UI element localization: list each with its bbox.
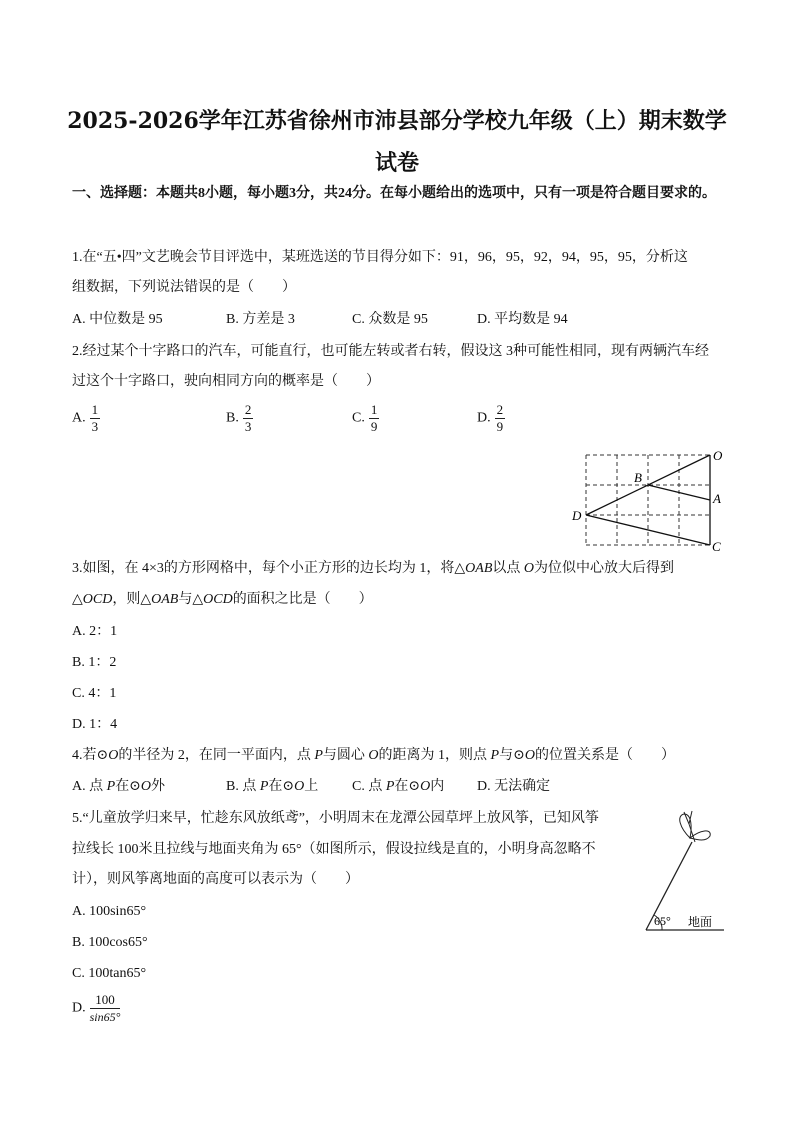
q4-option-b[interactable]: B. 点 P在⊙O上 bbox=[226, 779, 319, 794]
q1-option-b[interactable]: B. 方差是 3 bbox=[226, 312, 295, 327]
q2-option-b[interactable]: B. $\frac{2}{3}$ bbox=[226, 402, 252, 434]
q5-kite-figure bbox=[640, 808, 740, 938]
point-b-label: B bbox=[634, 470, 642, 485]
q2-option-a[interactable]: A. $\frac{1}{3}$ bbox=[72, 402, 99, 434]
butterfly-kite-icon bbox=[680, 811, 710, 842]
q3-stem-line1: 3.如图，在 4×3的方形网格中，每个小正方形的边长均为 1，将△OAB以点 O为位似中心放大后得到 bbox=[72, 561, 675, 576]
q4-option-d[interactable]: D. 无法确定 bbox=[477, 779, 551, 794]
q3-option-d[interactable]: D. 1：4 bbox=[72, 717, 118, 732]
point-d-label: D bbox=[572, 508, 582, 523]
q3-option-b[interactable]: B. 1：2 bbox=[72, 655, 117, 670]
q3-option-c[interactable]: C. 4：1 bbox=[72, 686, 117, 701]
q2-stem-line1: 2.经过某个十字路口的汽车，可能直行，也可能左转或者右转，假设这 3种可能性相同，现有两辆汽车经 bbox=[72, 344, 709, 359]
q3-option-a[interactable]: A. 2：1 bbox=[72, 624, 118, 639]
q1-stem-line1: 1.在“五•四”文艺晚会节目评选中，某班选送的节目得分如下：91，96，95，92，94，95，95，分析这 bbox=[72, 250, 688, 265]
q4-stem: 4.若⊙O的半径为 2，在同一平面内，点 P与圆心 O的距离为 1，则点 P与⊙O的位置关系是（ ） bbox=[72, 748, 675, 763]
q1-stem-line2: 组数据，下列说法错误的是（ ） bbox=[72, 280, 296, 295]
q5-stem-line1: 5.“儿童放学归来早，忙趁东风放纸鸢”，小明周末在龙潭公园草坪上放风筝，已知风筝 bbox=[72, 811, 599, 826]
q2-stem-line2: 过这个十字路口，驶向相同方向的概率是（ ） bbox=[72, 374, 380, 389]
q5-option-a[interactable]: A. 100sin65° bbox=[72, 904, 147, 919]
page-title: 2025-2026学年江苏省徐州市沛县部分学校九年级（上）期末数学试卷 bbox=[67, 108, 727, 176]
q1-option-d[interactable]: D. 平均数是 94 bbox=[477, 312, 568, 327]
q2-option-d[interactable]: D. $\frac{2}{9}$ bbox=[477, 402, 504, 434]
q1-option-c[interactable]: C. 众数是 95 bbox=[352, 312, 428, 327]
point-c-label: C bbox=[712, 539, 721, 553]
q5-stem-line3: 计），则风筝离地面的高度可以表示为（ ） bbox=[72, 872, 359, 887]
ground-label: 地面 bbox=[688, 915, 713, 929]
point-o-label: O bbox=[713, 448, 723, 463]
q5-option-c[interactable]: C. 100tan65° bbox=[72, 966, 147, 981]
q5-option-d[interactable]: D. $\frac{100}{\sin 65^\circ}$ bbox=[72, 992, 121, 1024]
q5-option-b[interactable]: B. 100cos65° bbox=[72, 935, 148, 950]
q4-option-c[interactable]: C. 点 P在⊙O内 bbox=[352, 779, 445, 794]
q3-grid-figure bbox=[566, 445, 728, 553]
q1-option-a[interactable]: A. 中位数是 95 bbox=[72, 312, 163, 327]
q2-option-c[interactable]: C. $\frac{1}{9}$ bbox=[352, 402, 378, 434]
point-a-label: A bbox=[713, 491, 721, 506]
q5-stem-line2: 拉线长 100米且拉线与地面夹角为 65°（如图所示，假设拉线是直的，小明身高忽略不 bbox=[72, 842, 596, 857]
angle-label: 65° bbox=[654, 914, 671, 928]
section-heading: 一、选择题：本题共8小题，每小题3分，共24分。在每小题给出的选项中，只有一项是符合题目要求的。 bbox=[72, 186, 716, 201]
q3-stem-line2: △OCD，则△OAB与△OCD的面积之比是（ ） bbox=[72, 592, 373, 607]
q4-option-a[interactable]: A. 点 P在⊙O外 bbox=[72, 779, 166, 794]
